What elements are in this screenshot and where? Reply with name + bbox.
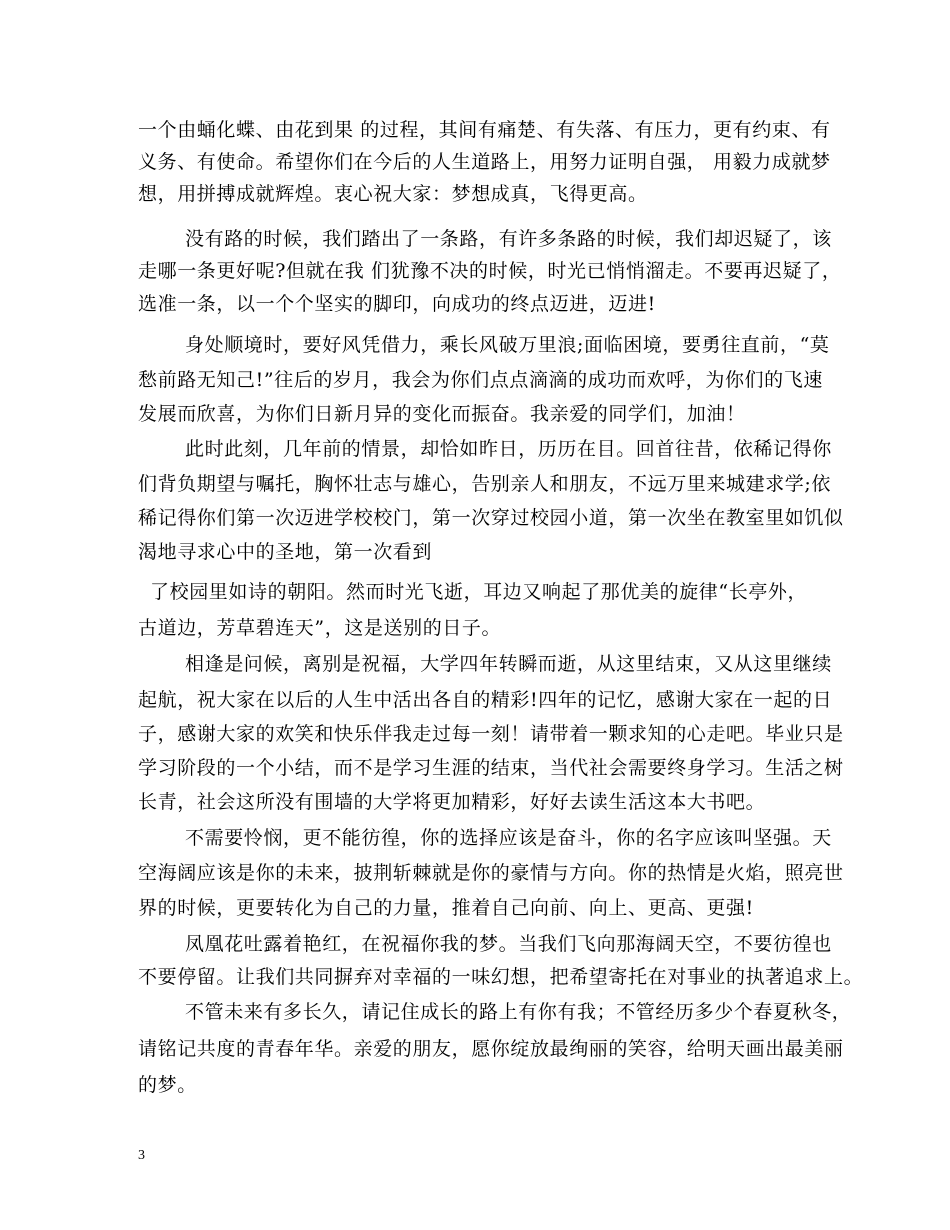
text-line: 学习阶段的一个小结，而不是学习生涯的结束，当代社会需要终身学习。生活之树	[138, 757, 844, 779]
paragraph-start-line: 凤凰花吐露着艳红，在祝福你我的梦。当我们飞向那海阔天空，不要彷徨也	[185, 933, 832, 955]
text-line: 选准一条，以一个个坚实的脚印，向成功的终点迈进，迈进!	[138, 293, 656, 315]
text-line: 子，感谢大家的欢笑和快乐伴我走过每一刻！请带着一颗求知的心走吧。毕业只是	[138, 723, 844, 745]
text-line: 一个由蛹化蝶、由花到果 的过程，其间有痛楚、有失落、有压力，更有约束、有	[138, 119, 831, 141]
text-line: 请铭记共度的青春年华。亲爱的朋友，愿你绽放最绚丽的笑容，给明天画出最美丽	[138, 1038, 844, 1060]
text-line: 不要停留。让我们共同摒弃对幸福的一味幻想，把希望寄托在对事业的执著追求上。	[138, 966, 864, 988]
text-line: 想，用拼搏成就辉煌。衷心祝大家：梦想成真，飞得更高。	[138, 183, 648, 205]
paragraph-start-line: 不管未来有多长久，请记住成长的路上有你有我；不管经历多少个春夏秋冬，	[185, 1001, 852, 1023]
text-line: 界的时候，更要转化为自己的力量，推着自己向前、向上、更高、更强!	[138, 897, 754, 919]
text-line: 渴地寻求心中的圣地，第一次看到	[138, 541, 433, 563]
text-line: 空海阔应该是你的未来，披荆斩棘就是你的豪情与方向。你的热情是火焰，照亮世	[138, 862, 844, 884]
text-line: 走哪一条更好呢?但就在我 们犹豫不决的时候，时光已悄悄溜走。不要再迟疑了，	[138, 260, 842, 282]
text-line: 发展而欣喜，为你们日新月异的变化而振奋。我亲爱的同学们，加油！	[138, 403, 746, 425]
text-line: 义务、有使命。希望你们在今后的人生道路上，用努力证明自强， 用毅力成就梦	[138, 151, 831, 173]
text-line: 们背负期望与嘱托，胸怀壮志与雄心，告别亲人和朋友，不远万里来城建求学;依	[138, 473, 832, 495]
paragraph-start-line: 没有路的时候，我们踏出了一条路，有许多条路的时候，我们却迟疑了，该	[185, 228, 832, 250]
text-line: 起航，祝大家在以后的人生中活出各自的精彩!四年的记忆，感谢大家在一起的日	[138, 689, 833, 711]
page-number: 3	[138, 1148, 145, 1163]
text-line: 稀记得你们第一次迈进学校校门，第一次穿过校园小道，第一次坐在教室里如饥似	[138, 507, 844, 529]
continued-line: 了校园里如诗的朝阳。然而时光飞逝，耳边又响起了那优美的旋律“长亭外，	[150, 581, 808, 603]
text-line: 愁前路无知己!”往后的岁月，我会为你们点点滴滴的成功而欢呼，为你们的飞速	[138, 369, 823, 391]
paragraph-start-line: 相逢是问候，离别是祝福，大学四年转瞬而逝，从这里结束，又从这里继续	[185, 653, 832, 675]
text-line: 的梦。	[138, 1074, 197, 1096]
paragraph-start-line: 不需要怜悯，更不能彷徨，你的选择应该是奋斗，你的名字应该叫坚强。天	[185, 827, 832, 849]
text-line: 古道边，芳草碧连天”，这是送别的日子。	[138, 617, 502, 639]
paragraph-start-line: 身处顺境时，要好风凭借力，乘长风破万里浪;面临困境，要勇往直前，“莫	[185, 334, 830, 356]
text-line: 长青，社会这所没有围墙的大学将更加精彩，好好去读生活这本大书吧。	[138, 791, 766, 813]
paragraph-start-line: 此时此刻，几年前的情景，却恰如昨日，历历在目。回首往昔，依稀记得你	[185, 438, 832, 460]
